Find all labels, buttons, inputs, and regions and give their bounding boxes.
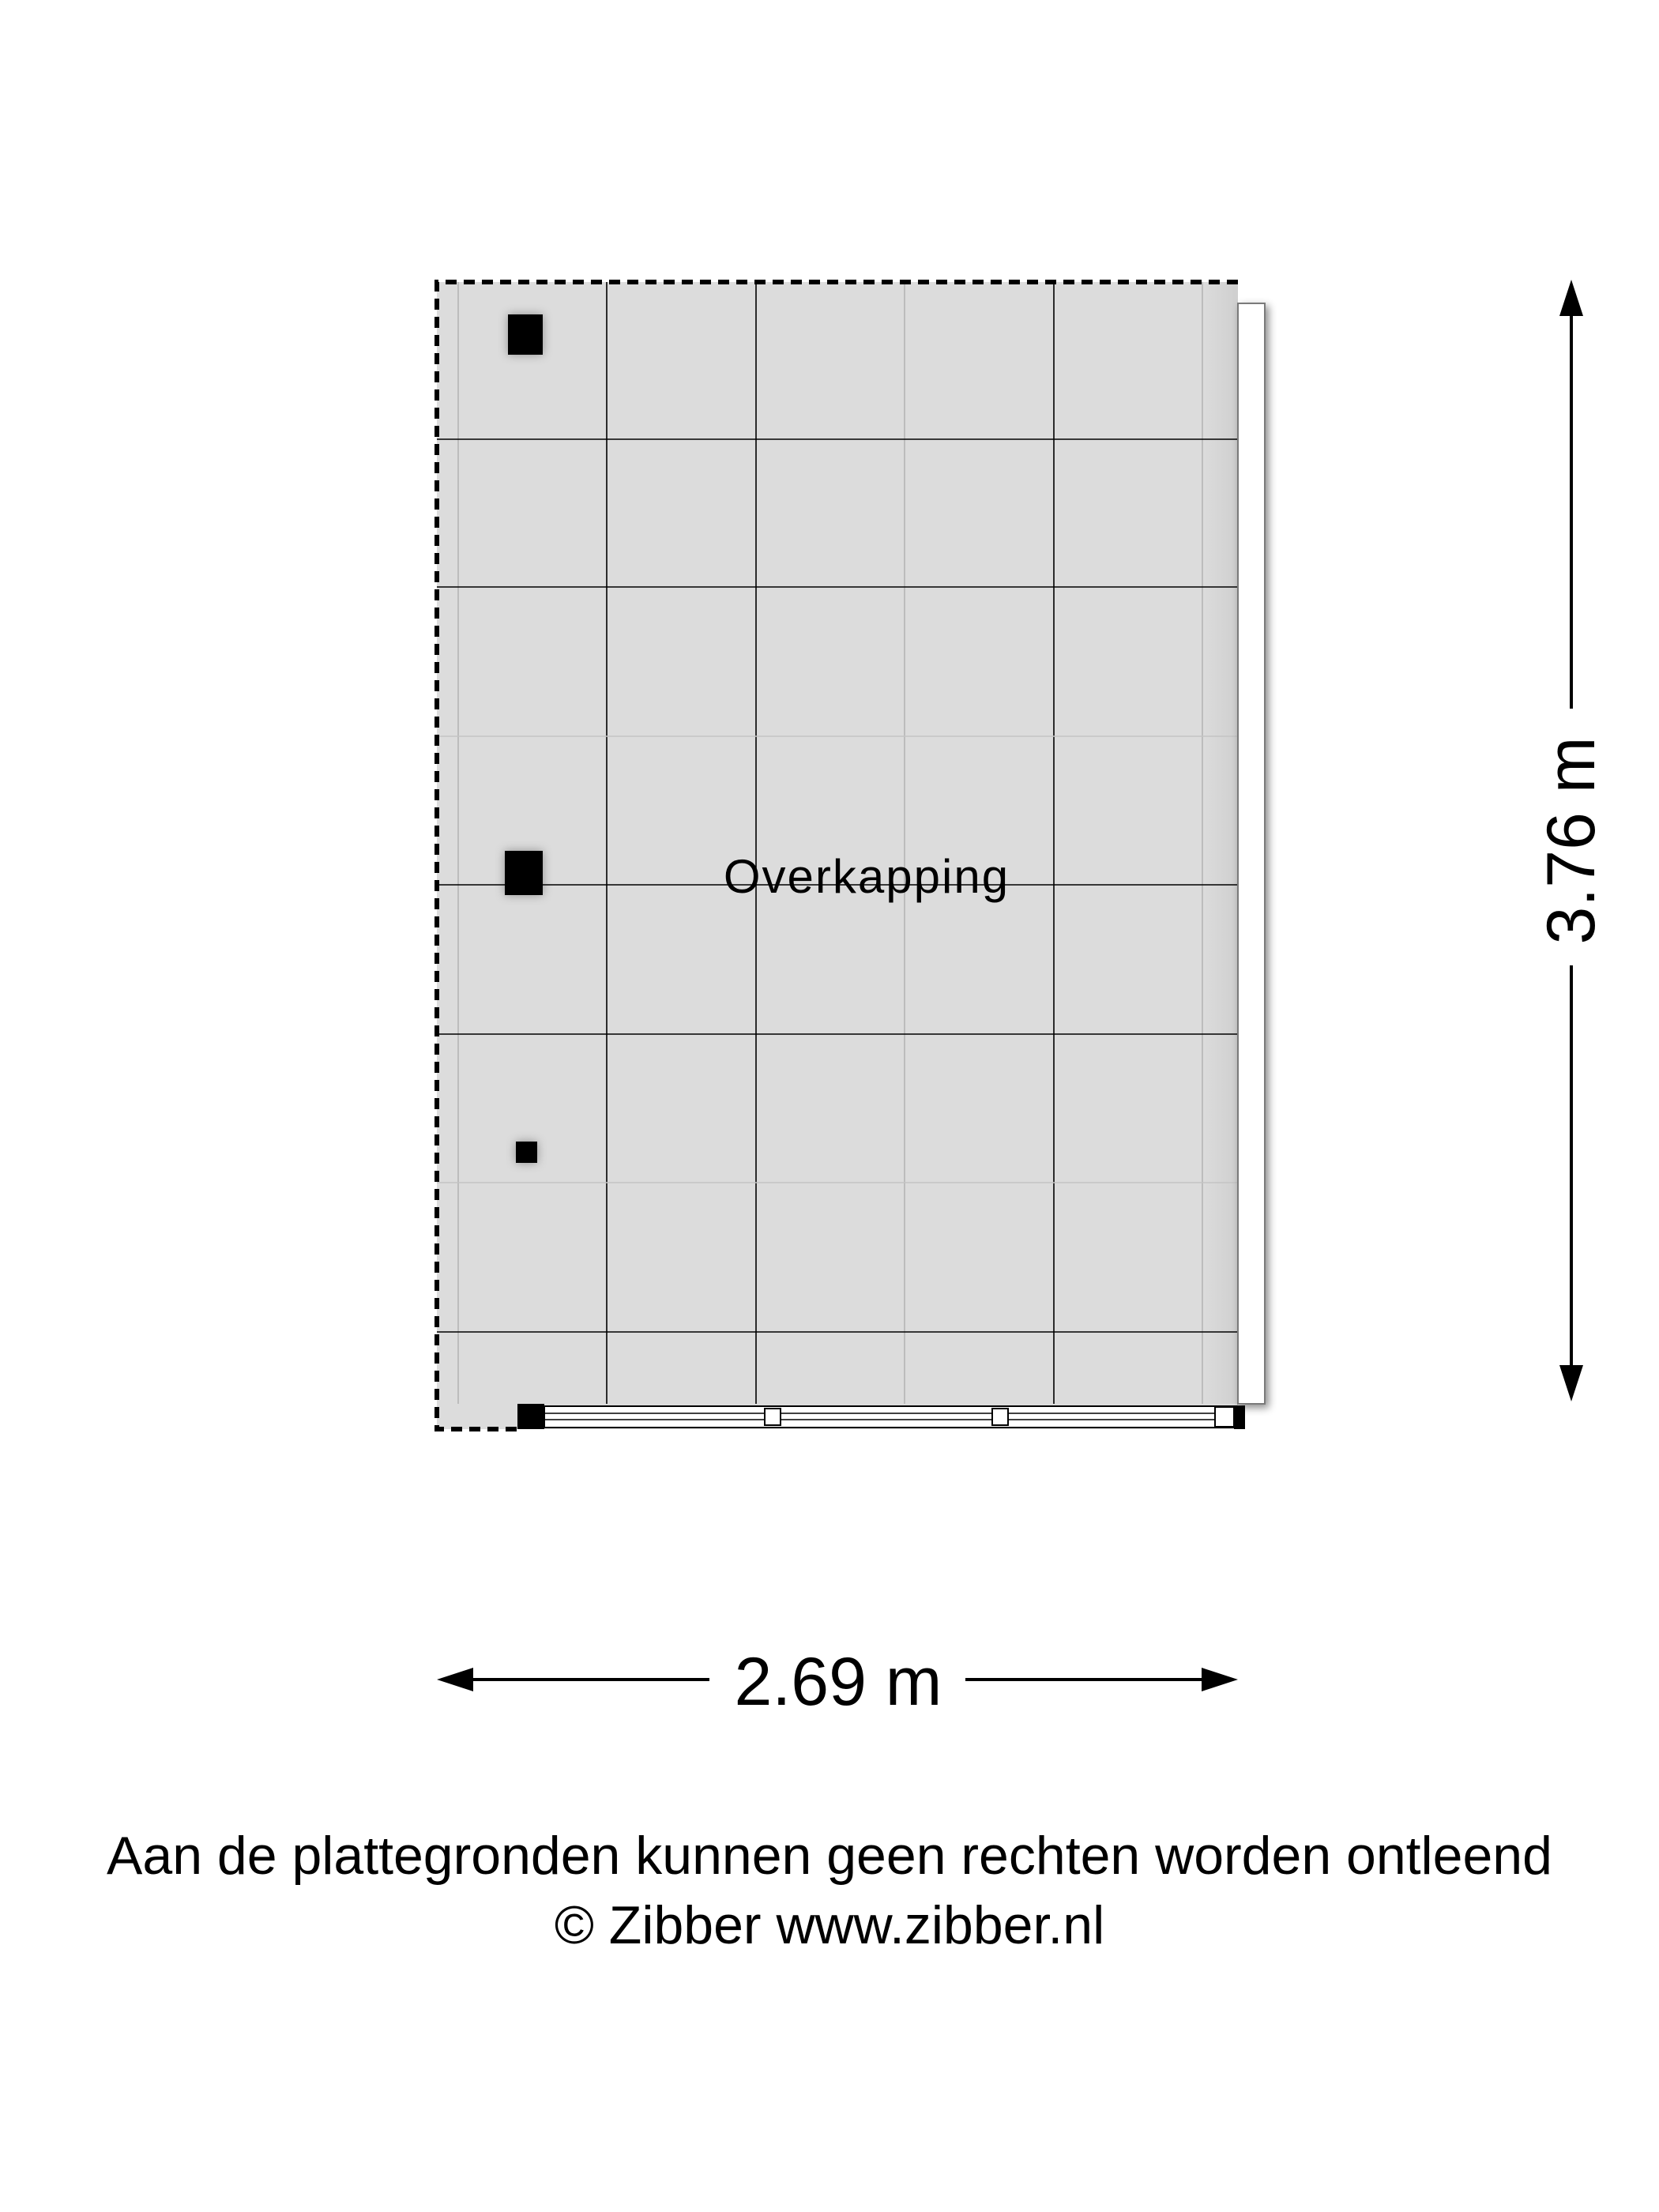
disclaimer bbox=[107, 1826, 1552, 1955]
width-label: 2.69 m bbox=[734, 1644, 942, 1720]
window-mullion bbox=[992, 1409, 1008, 1425]
window-glass bbox=[544, 1406, 1234, 1428]
arrow-left-icon bbox=[437, 1668, 473, 1691]
room-label: Overkapping bbox=[723, 850, 1010, 903]
window-post-left bbox=[517, 1404, 544, 1429]
column-pillar-small bbox=[516, 1142, 537, 1163]
arrow-down-icon bbox=[1559, 1365, 1583, 1401]
window-mullion bbox=[765, 1409, 781, 1425]
window-post-right bbox=[1234, 1405, 1245, 1429]
floor-edge-band bbox=[1202, 282, 1238, 1404]
copyright-text: © Zibber www.zibber.nl bbox=[554, 1895, 1105, 1955]
disclaimer-text: Aan de plattegronden kunnen geen rechten worden ontleend bbox=[107, 1826, 1552, 1886]
column-pillar bbox=[505, 851, 543, 895]
depth-label: 3.76 m bbox=[1533, 736, 1609, 945]
column-pillar bbox=[508, 314, 543, 355]
window-mullion bbox=[1215, 1407, 1234, 1427]
arrow-right-icon bbox=[1202, 1668, 1238, 1691]
room-overkapping bbox=[437, 282, 1265, 1429]
right-wall bbox=[1238, 303, 1265, 1404]
dimension-width bbox=[437, 1644, 1238, 1720]
dimension-depth bbox=[1533, 280, 1609, 1401]
arrow-up-icon bbox=[1559, 280, 1583, 316]
window-frame bbox=[517, 1404, 1245, 1429]
